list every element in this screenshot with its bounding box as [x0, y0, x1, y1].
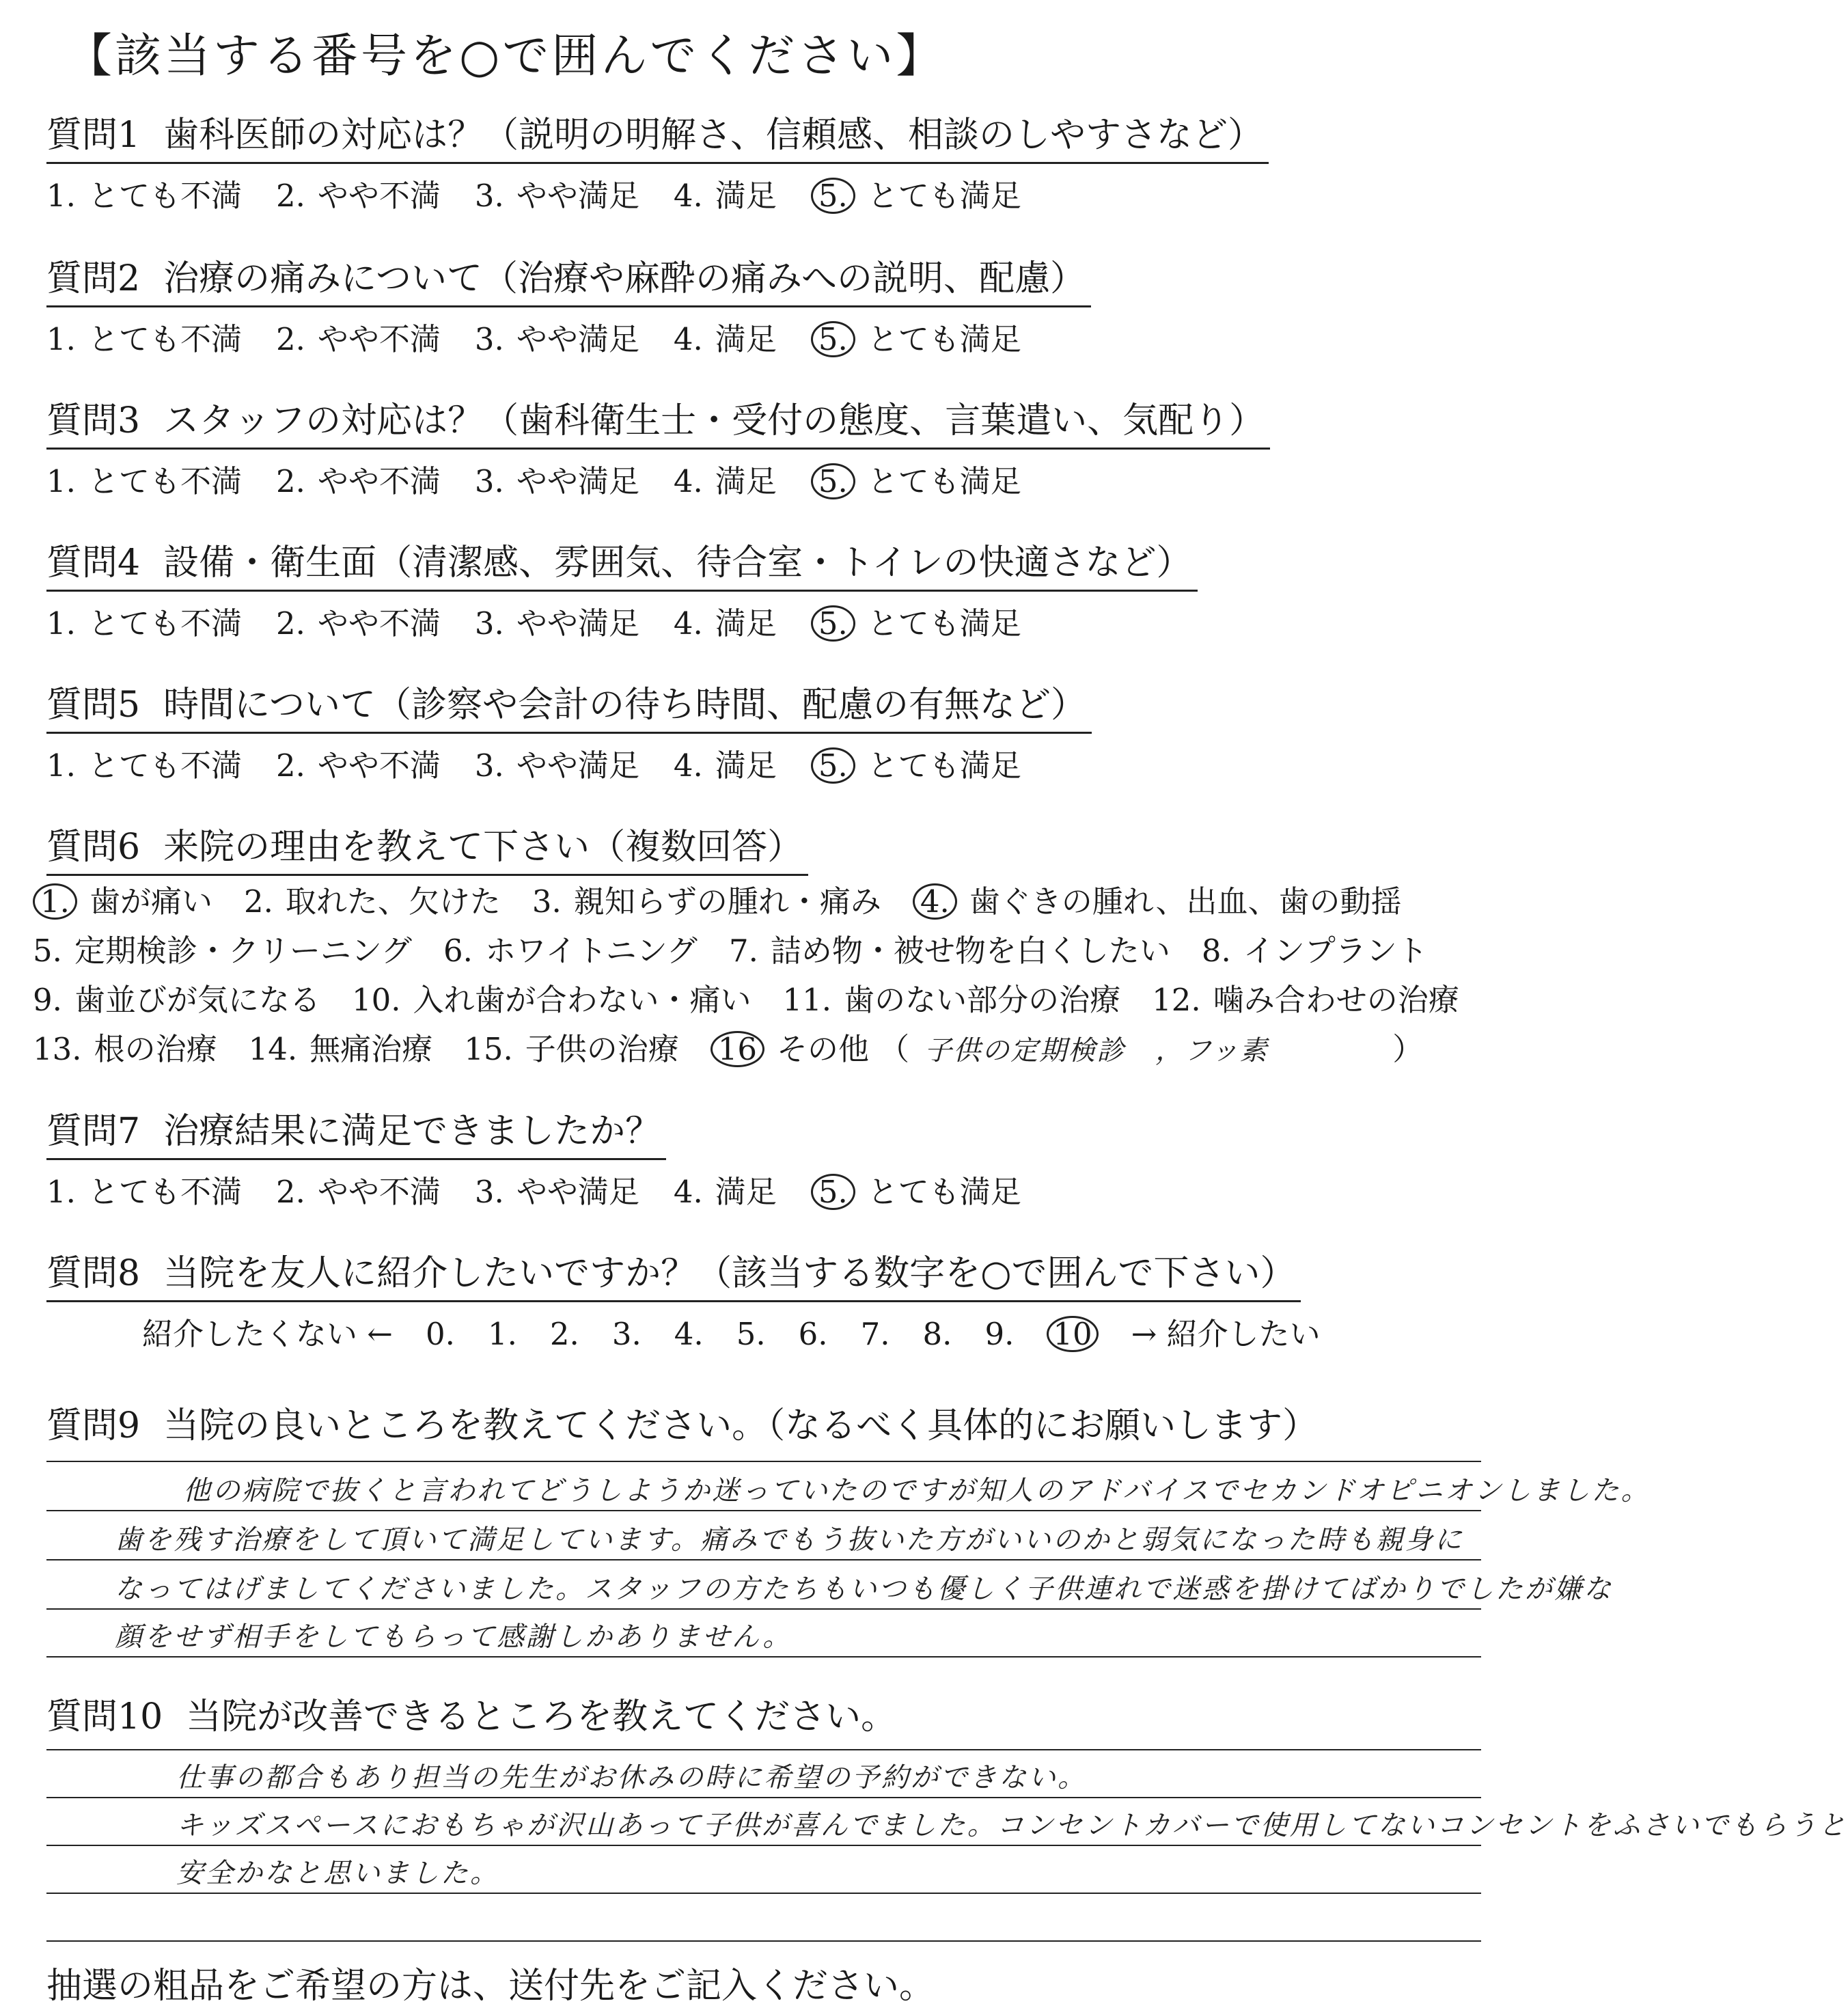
- question-title: [46, 828, 808, 876]
- option-label: やや満足: [516, 178, 639, 215]
- rating-option[interactable]: [475, 456, 639, 501]
- option-label: とても不満: [87, 178, 242, 215]
- rating-options: [46, 741, 1092, 785]
- visit-reason-option[interactable]: [464, 1025, 679, 1074]
- option-number: 10.: [351, 982, 401, 1018]
- option-number: 16: [711, 1031, 764, 1067]
- option-label: やや満足: [516, 321, 639, 358]
- visit-reason-option[interactable]: [729, 926, 1170, 976]
- option-number: 11.: [782, 982, 832, 1018]
- visit-reason-option[interactable]: [33, 877, 212, 926]
- option-number: 5.: [811, 747, 855, 784]
- question-text: 来院の理由を教えて下さい（複数回答）: [163, 827, 803, 868]
- handwritten-line: 仕事の都合もあり担当の先生がお休みの時に希望の予約ができない。: [176, 1762, 1087, 1793]
- scale-number[interactable]: 3.: [611, 1316, 642, 1353]
- visit-reason-option[interactable]: [913, 877, 1402, 926]
- option-number: 5.: [811, 321, 855, 357]
- option-number: 1.: [46, 747, 76, 784]
- option-label: やや不満: [317, 321, 441, 358]
- rule-line: [46, 1559, 1481, 1560]
- visit-reason-option[interactable]: [33, 976, 320, 1025]
- rating-option[interactable]: [276, 314, 441, 359]
- question-number: 質問7: [46, 1111, 141, 1152]
- option-label: 親知らずの腫れ・痛み: [573, 883, 881, 920]
- rating-option[interactable]: [674, 171, 777, 215]
- rule-line: [46, 1797, 1481, 1798]
- option-number: 1.: [33, 883, 77, 920]
- handwritten-line: キッズスペースにおもちゃが沢山あって子供が喜んでました。コンセントカバーで使用してないコンセントをふさいでもらうと: [176, 1810, 1848, 1841]
- rule-line: [46, 1940, 1481, 1942]
- q9-answer-area: [46, 1461, 1651, 1659]
- rating-option[interactable]: [475, 1167, 639, 1211]
- question-number: 質問2: [46, 258, 141, 299]
- option-label: やや満足: [516, 747, 639, 784]
- question-number: 質問4: [46, 542, 141, 583]
- rule-line: [46, 1749, 1481, 1750]
- handwritten-line: 他の病院で抜くと言われてどうしようか迷っていたのですが知人のアドバイスでセカンドオピニオンしました。: [183, 1475, 1651, 1507]
- rule-line: [46, 1461, 1481, 1462]
- scale-number[interactable]: 8.: [922, 1316, 952, 1353]
- question-title: [46, 686, 1092, 734]
- option-number: 14.: [248, 1031, 298, 1067]
- option-number: 2.: [243, 883, 273, 920]
- option-number: 3.: [474, 1174, 504, 1211]
- rule-line: [46, 1893, 1481, 1894]
- option-number: 2.: [275, 321, 305, 358]
- option-number: 6.: [443, 933, 473, 969]
- question-text: 治療の痛みについて（治療や麻酔の痛みへの説明、配慮）: [163, 258, 1086, 299]
- option-number: 7.: [728, 933, 758, 969]
- scale-numbers: [426, 1316, 1131, 1352]
- option-number: 1.: [46, 178, 76, 215]
- question-text: 当院の良いところを教えてください。（なるべく具体的にお願いします）: [163, 1405, 1319, 1446]
- visit-reason-option[interactable]: [711, 1025, 869, 1074]
- option-number: 5.: [33, 933, 62, 969]
- option-label: 歯並びが気になる: [74, 982, 320, 1018]
- option-label: とても満足: [867, 463, 1021, 500]
- scale-number[interactable]: 1.: [487, 1316, 517, 1353]
- question-number: 質問3: [46, 400, 141, 441]
- scale-number[interactable]: 2.: [549, 1316, 579, 1353]
- option-label: とても満足: [867, 1174, 1021, 1211]
- visit-reason-option[interactable]: [783, 976, 1121, 1025]
- option-label: 歯のない部分の治療: [844, 982, 1121, 1018]
- option-number: 3.: [474, 605, 504, 642]
- option-number: 4.: [673, 463, 703, 500]
- option-label: とても不満: [87, 747, 242, 784]
- option-label: やや満足: [516, 1174, 639, 1211]
- rating-option[interactable]: [475, 314, 639, 359]
- rating-option[interactable]: [276, 741, 441, 785]
- question-text: 治療結果に満足できましたか？: [163, 1111, 661, 1152]
- option-label: 満足: [715, 605, 777, 642]
- question-7: [46, 1112, 1056, 1211]
- option-number: 3.: [474, 747, 504, 784]
- option-label: 歯ぐきの腫れ、出血、歯の動揺: [969, 883, 1402, 920]
- handwritten-line: 歯を残す治療をして頂いて満足しています。痛みでもう抜いた方がいいのかと弱気になった時も親身に: [115, 1524, 1464, 1556]
- scale-right-label: → 紹介したい: [1131, 1316, 1321, 1353]
- option-number: 5.: [811, 463, 855, 499]
- rating-option[interactable]: [811, 171, 1021, 215]
- rating-option[interactable]: [46, 314, 242, 359]
- rating-option[interactable]: [276, 171, 441, 215]
- visit-reason-option[interactable]: [1202, 926, 1428, 976]
- footer-note: 抽選の粗品をご希望の方は、送付先をご記入ください。: [46, 1966, 935, 2007]
- question-text: 設備・衛生面（清潔感、雰囲気、待合室・トイレの快適さなど）: [163, 542, 1192, 583]
- option-number: 5.: [811, 605, 855, 642]
- scale-number[interactable]: 0.: [426, 1316, 455, 1353]
- option-label: 無痛治療: [309, 1031, 433, 1067]
- option-row: [33, 1025, 1491, 1074]
- rating-option[interactable]: [811, 741, 1021, 785]
- visit-reason-option[interactable]: [33, 1025, 217, 1074]
- rating-option[interactable]: [475, 741, 639, 785]
- question-10: [46, 1688, 896, 1739]
- rating-option[interactable]: [46, 1167, 242, 1211]
- option-label: とても満足: [867, 321, 1021, 358]
- question-title: [46, 1112, 666, 1160]
- option-row: [33, 926, 1491, 976]
- option-number: 8.: [1201, 933, 1231, 969]
- option-label: とても満足: [867, 178, 1021, 215]
- rating-option[interactable]: [674, 456, 777, 501]
- option-number: 1.: [46, 605, 76, 642]
- visit-reason-option[interactable]: [532, 877, 881, 926]
- rule-line: [46, 1608, 1481, 1610]
- rating-options: [46, 314, 1091, 359]
- option-label: 歯が痛い: [89, 883, 212, 920]
- rule-line: [46, 1510, 1481, 1511]
- question-number: 質問9: [46, 1405, 141, 1446]
- question-text: 当院が改善できるところを教えてください。: [186, 1696, 897, 1737]
- rule-line: [46, 1845, 1481, 1846]
- rating-options: [46, 171, 1269, 215]
- option-label: ホワイトニング: [484, 933, 698, 969]
- question-title: [46, 260, 1091, 307]
- question-2: [46, 260, 1091, 359]
- scale-number[interactable]: 4.: [674, 1316, 704, 1353]
- rating-option[interactable]: [276, 456, 441, 501]
- option-number: 1.: [46, 463, 76, 500]
- handwritten-line: 安全かなと思いました。: [176, 1858, 499, 1889]
- question-text: スタッフの対応は？（歯科衛生士・受付の態度、言葉遣い、気配り）: [163, 400, 1265, 441]
- option-number: 2.: [275, 605, 305, 642]
- rating-option[interactable]: [276, 599, 441, 643]
- option-label: インプラント: [1243, 933, 1428, 969]
- other-paren-open: （: [879, 1031, 910, 1067]
- option-label: とても不満: [87, 605, 242, 642]
- option-label: 定期検診・クリーニング: [74, 933, 413, 969]
- option-label: とても満足: [867, 747, 1021, 784]
- question-title: [46, 116, 1269, 164]
- option-label: とても不満: [87, 463, 242, 500]
- option-row: [33, 877, 1491, 926]
- question-title: [46, 1397, 1318, 1448]
- recommend-scale: [46, 1309, 1321, 1353]
- option-number: 5.: [811, 1174, 855, 1210]
- visit-reason-option[interactable]: [443, 926, 698, 976]
- visit-reason-option[interactable]: [33, 926, 412, 976]
- option-label: やや不満: [317, 747, 441, 784]
- option-label: その他: [777, 1031, 870, 1067]
- rating-option[interactable]: [475, 171, 639, 215]
- option-label: やや不満: [317, 178, 441, 215]
- option-number: 9.: [33, 982, 62, 1018]
- option-number: 2.: [275, 178, 305, 215]
- question-title: [46, 1688, 896, 1739]
- option-label: 満足: [715, 747, 777, 784]
- rating-option[interactable]: [674, 599, 777, 643]
- rating-options: [46, 599, 1198, 643]
- q10-answer-area: [46, 1749, 1848, 1947]
- question-number: 質問1: [46, 115, 141, 156]
- scale-number[interactable]: 10: [1047, 1316, 1098, 1352]
- option-number: 4.: [673, 321, 703, 358]
- option-label: 満足: [715, 178, 777, 215]
- question-5: [46, 686, 1092, 785]
- option-number: 4.: [673, 605, 703, 642]
- option-row: [33, 976, 1491, 1025]
- rating-option[interactable]: [46, 171, 242, 215]
- other-paren-close: ）: [1392, 1031, 1424, 1067]
- rating-option[interactable]: [674, 741, 777, 785]
- option-number: 4.: [673, 178, 703, 215]
- question-number: 質問10: [46, 1696, 163, 1737]
- option-label: とても満足: [867, 605, 1021, 642]
- option-label: 満足: [715, 463, 777, 500]
- rating-option[interactable]: [674, 314, 777, 359]
- option-label: 取れた、欠けた: [285, 883, 501, 920]
- question-number: 質問6: [46, 827, 141, 868]
- rating-option[interactable]: [46, 741, 242, 785]
- option-label: やや不満: [317, 463, 441, 500]
- visit-reason-option[interactable]: [1152, 976, 1459, 1025]
- question-text: 当院を友人に紹介したいですか？（該当する数字を○で囲んで下さい）: [163, 1253, 1296, 1294]
- rating-option[interactable]: [811, 456, 1021, 501]
- question-number: 質問5: [46, 685, 141, 726]
- option-label: やや不満: [317, 1174, 441, 1211]
- option-number: 1.: [46, 1174, 76, 1211]
- rating-options: [46, 456, 1270, 501]
- question-4: [46, 544, 1198, 643]
- option-number: 15.: [464, 1031, 513, 1067]
- option-number: 3.: [474, 321, 504, 358]
- rating-option[interactable]: [46, 456, 242, 501]
- question-6: [46, 828, 808, 876]
- option-number: 3.: [474, 178, 504, 215]
- option-label: 入れ歯が合わない・痛い: [413, 982, 751, 1018]
- other-handwritten-2: ，フッ素: [1155, 1035, 1269, 1067]
- visit-reason-option[interactable]: [244, 877, 501, 926]
- scale-number[interactable]: 5.: [736, 1316, 766, 1353]
- rating-option[interactable]: [811, 599, 1021, 643]
- option-label: とても不満: [87, 1174, 242, 1211]
- option-number: 3.: [474, 463, 504, 500]
- option-label: とても不満: [87, 321, 242, 358]
- page-title: 【該当する番号を○で囲んでください】: [66, 29, 946, 83]
- question-8: [46, 1254, 1321, 1353]
- question-number: 質問8: [46, 1253, 141, 1294]
- option-number: 2.: [275, 1174, 305, 1211]
- scale-number[interactable]: 6.: [798, 1316, 828, 1353]
- option-number: 12.: [1152, 982, 1201, 1018]
- rating-option[interactable]: [674, 1167, 777, 1211]
- handwritten-line: 顔をせず相手をしてもらって感謝しかありません。: [115, 1621, 792, 1653]
- option-label: 満足: [715, 1174, 777, 1211]
- question-title: [46, 1254, 1301, 1302]
- option-label: 満足: [715, 321, 777, 358]
- question-3: [46, 402, 1270, 501]
- option-number: 4.: [673, 1174, 703, 1211]
- option-number: 1.: [46, 321, 76, 358]
- option-number: 2.: [275, 463, 305, 500]
- rating-option[interactable]: [276, 1167, 441, 1211]
- question-title: [46, 402, 1270, 450]
- question-text: 時間について（診察や会計の待ち時間、配慮の有無など）: [163, 685, 1087, 726]
- handwritten-line: なってはげましてくださいました。スタッフの方たちもいつも優しく子供連れで迷惑を掛けてばかりでしたが嫌な: [115, 1573, 1613, 1605]
- option-number: 13.: [33, 1031, 82, 1067]
- option-label: 詰め物・被せ物を白くしたい: [770, 933, 1170, 969]
- question-9: [46, 1397, 1318, 1448]
- other-handwritten-1: 子供の定期検診: [924, 1035, 1126, 1067]
- visit-reason-option[interactable]: [352, 976, 751, 1025]
- scale-number[interactable]: 9.: [984, 1316, 1015, 1353]
- rule-line: [46, 1656, 1481, 1658]
- option-number: 4.: [913, 883, 957, 920]
- option-label: やや満足: [516, 605, 639, 642]
- option-number: 3.: [532, 883, 562, 920]
- question-text: 歯科医師の対応は？（説明の明解さ、信頼感、相談のしやすさなど）: [163, 115, 1264, 156]
- option-number: 4.: [673, 747, 703, 784]
- visit-reason-option[interactable]: [249, 1025, 433, 1074]
- visit-reason-options: [33, 877, 1491, 1074]
- option-label: 根の治療: [94, 1031, 217, 1067]
- scale-left-label: 紹介したくない ←: [142, 1316, 394, 1353]
- option-number: 2.: [275, 747, 305, 784]
- rating-options: [46, 1167, 1056, 1211]
- option-label: やや満足: [516, 463, 639, 500]
- rating-option[interactable]: [811, 1167, 1021, 1211]
- rating-option[interactable]: [811, 314, 1021, 359]
- option-label: 噛み合わせの治療: [1213, 982, 1459, 1018]
- option-label: 子供の治療: [525, 1031, 679, 1067]
- option-number: 5.: [811, 178, 855, 214]
- question-1: [46, 116, 1269, 215]
- option-label: やや不満: [317, 605, 441, 642]
- scale-number[interactable]: 7.: [860, 1316, 890, 1353]
- rating-option[interactable]: [475, 599, 639, 643]
- rating-option[interactable]: [46, 599, 242, 643]
- question-title: [46, 544, 1198, 592]
